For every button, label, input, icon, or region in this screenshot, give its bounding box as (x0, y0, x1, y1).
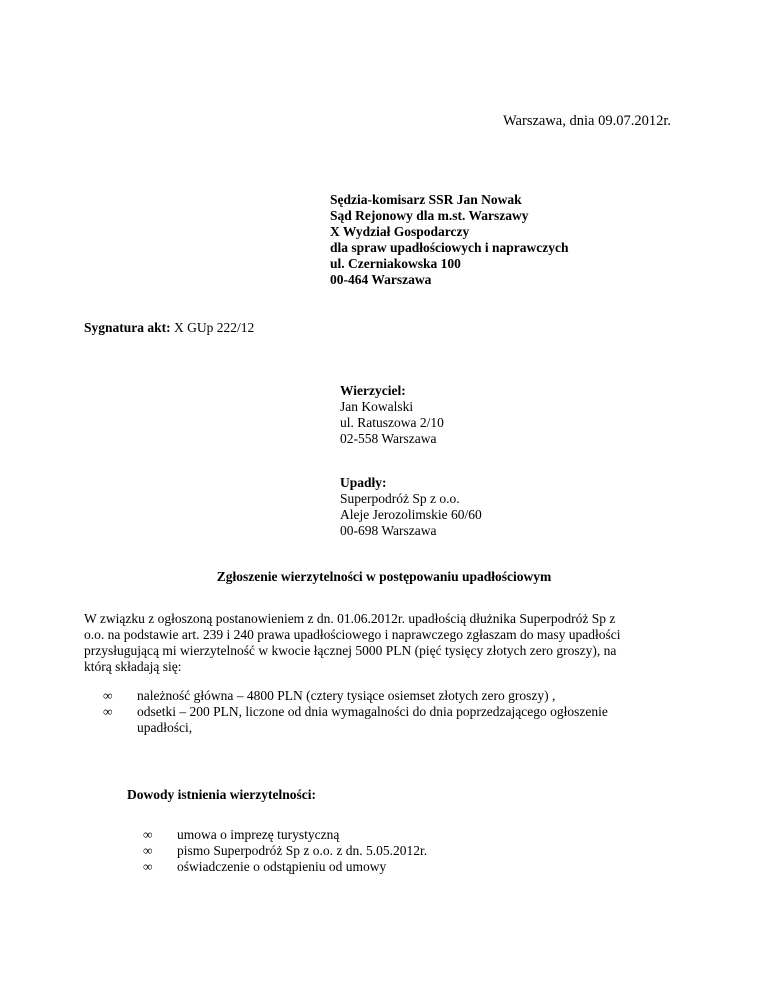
list-item (143, 843, 580, 859)
creditor-line: Jan Kowalski (340, 399, 414, 414)
infinity-bullet-icon: ∞ (143, 827, 153, 842)
debtor-line: Aleje Jerozolimskie 60/60 (340, 507, 482, 522)
evidence-list (143, 827, 580, 875)
list-item (143, 859, 580, 875)
creditor-line: 02-558 Warszawa (340, 431, 437, 446)
court-line: dla spraw upadłościowych i naprawczych (330, 240, 569, 255)
debtor-heading: Upadły: (340, 475, 387, 490)
intro-line: W związku z ogłoszoną postanowieniem z dn. 01.06.2012r. upadłością dłużnika Superpodróż Sp z (84, 611, 616, 626)
creditor-heading: Wierzyciel: (340, 383, 406, 398)
court-line: ul. Czerniakowska 100 (330, 256, 461, 271)
list-item (103, 704, 640, 736)
claim-text: należność główna – 4800 PLN (cztery tysiące osiemset złotych zero groszy) , (137, 688, 556, 703)
evidence-item: umowa o imprezę turystyczną (177, 827, 340, 842)
debtor-line: 00-698 Warszawa (340, 523, 437, 538)
intro-line: przysługującą mi wierzytelność w kwocie łącznej 5000 PLN (pięć tysięcy złotych zero groszy), na (84, 643, 617, 658)
infinity-bullet-icon: ∞ (143, 859, 153, 874)
evidence-heading: Dowody istnienia wierzytelności: (127, 787, 316, 802)
creditor-line: ul. Ratuszowa 2/10 (340, 415, 444, 430)
intro-paragraph (84, 611, 664, 675)
evidence-item: pismo Superpodróż Sp z o.o. z dn. 5.05.2012r. (177, 843, 428, 858)
list-item (103, 688, 640, 704)
infinity-bullet-icon: ∞ (143, 843, 153, 858)
document-title: Zgłoszenie wierzytelności w postępowaniu upadłościowym (216, 569, 552, 584)
claim-text: upadłości, (137, 720, 193, 735)
claims-list (103, 688, 640, 736)
court-line: Sędzia-komisarz SSR Jan Nowak (330, 192, 522, 207)
intro-line: o.o. na podstawie art. 239 i 240 prawa upadłościowego i naprawczego zgłaszam do masy upadłości (84, 627, 621, 642)
list-item (143, 827, 580, 843)
debtor-block (340, 475, 482, 539)
court-line: X Wydział Gospodarczy (330, 224, 470, 239)
intro-line: którą składają się: (84, 659, 182, 674)
case-signature (84, 320, 254, 336)
infinity-bullet-icon: ∞ (103, 704, 113, 719)
debtor-line: Superpodróż Sp z o.o. (340, 491, 460, 506)
court-line: Sąd Rejonowy dla m.st. Warszawy (330, 208, 529, 223)
court-line: 00-464 Warszawa (330, 272, 432, 287)
case-signature-label: Sygnatura akt: (84, 320, 171, 335)
evidence-item: oświadczenie o odstąpieniu od umowy (177, 859, 387, 874)
infinity-bullet-icon: ∞ (103, 688, 113, 703)
case-signature-value: X GUp 222/12 (170, 320, 255, 335)
creditor-block (340, 383, 444, 447)
claim-text: odsetki – 200 PLN, liczone od dnia wymagalności do dnia poprzedzającego ogłoszenie (137, 704, 608, 719)
court-address (330, 192, 569, 288)
place-date: Warszawa, dnia 09.07.2012r. (503, 113, 671, 129)
